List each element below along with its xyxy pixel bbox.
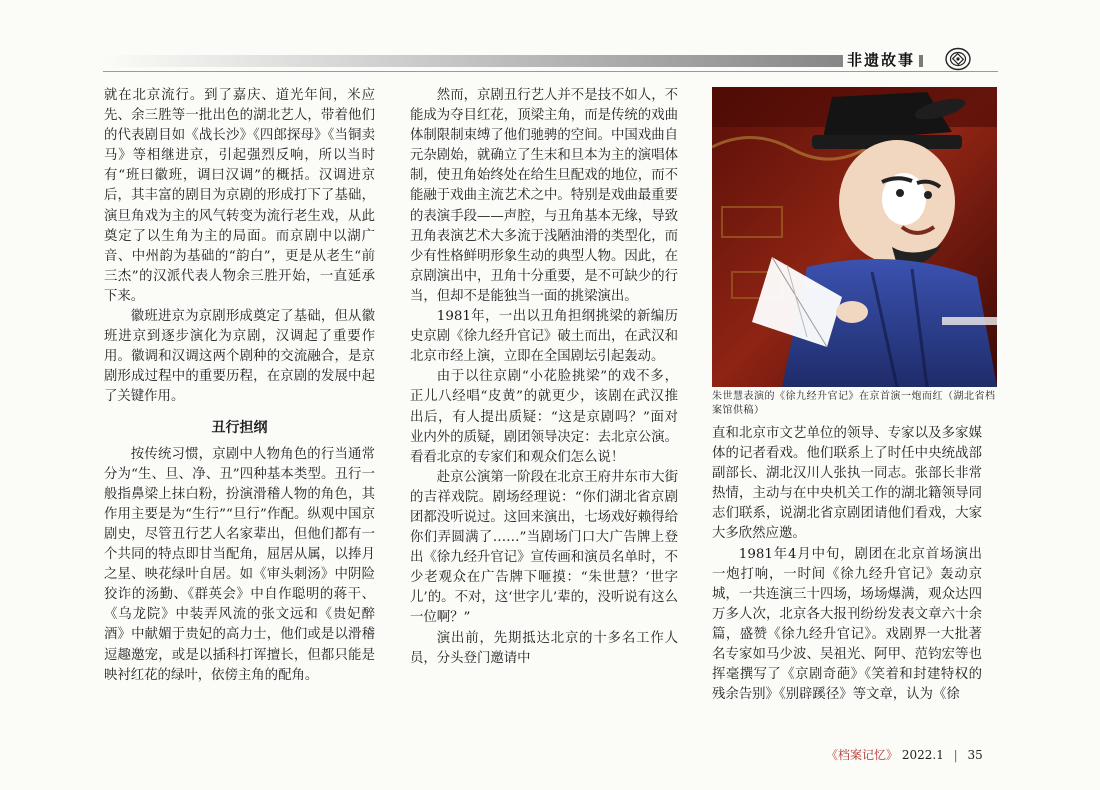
text-column-left — [104, 86, 375, 686]
header-gradient-bar — [103, 55, 923, 67]
issue-number: 2022.1 — [901, 748, 944, 762]
paragraph: 1981年4月中旬，剧团在北京首场演出一炮打响，一时间《徐九经升官记》轰动京城，一共连演三十四场，场场爆满，观众达四万多人次，北京各大报刊纷纷发表文章六十余篇，盛赞《徐九经升官记》。戏剧界一大批著名专家如马少波、吴祖光、阿甲、范钧宏等也挥毫撰写了《京剧奇葩》《笑着和封建特权的残余告别》《别辟蹊径》等文章，认为《徐 — [712, 546, 982, 703]
text-column-right — [712, 424, 982, 705]
page-footer — [826, 746, 983, 763]
paragraph: 就在北京流行。到了嘉庆、道光年间，米应先、余三胜等一批出色的湖北艺人，带着他们的代表剧目如《战长沙》《四郎探母》《当铜卖马》等相继进京，引起强烈反响，所以当时有“班曰徽班，调曰汉调”的概括。汉调进京后，其丰富的剧目为京剧的形成打下了基础，演旦角戏为主的风气转变为流行老生戏，从此奠定了以生角为主的局面。而京剧中以湖广音、中州韵为基础的“韵白”，更是从老生“前三杰”的汉派代表人物余三胜开始，一直延承下来。 — [104, 88, 375, 304]
paragraph: 演出前，先期抵达北京的十多名工作人员，分头登门邀请中 — [410, 630, 678, 666]
header-rule — [103, 71, 998, 72]
paragraph: 赴京公演第一阶段在北京王府井东市大街的吉祥戏院。剧场经理说：“你们湖北省京剧团都没听说过。这回来演出，七场戏好赖得给你们弄圆满了……”当剧场门口大广告牌上登出《徐九经升官记》宣传画和演员名单时，不少老观众在广告牌下咂摸：“朱世慧？‘世字儿’的。不对，这‘世字儿’辈的，没听说有这么一位啊？” — [410, 469, 678, 626]
performance-photo — [712, 87, 997, 387]
section-title: 非遗故事 — [843, 49, 919, 70]
ornamental-knot-icon — [945, 47, 971, 71]
footer-separator: | — [953, 748, 958, 762]
peking-opera-actor-illustration — [712, 87, 997, 387]
photo-caption: 朱世慧表演的《徐九经升官记》在京首演一炮而红（湖北省档案馆供稿） — [712, 391, 996, 416]
paragraph: 由于以往京剧“小花脸挑梁”的戏不多，正儿八经唱“皮黄”的就更少，该剧在武汉推出后，有人提出质疑：“这是京剧吗？”面对业内外的质疑，剧团领导决定：去北京公演。看看北京的专家们和观众们怎么说！ — [410, 369, 678, 465]
paragraph: 然而，京剧丑行艺人并不是技不如人，不能成为夺目红花，顶梁主角，而是传统的戏曲体制限制束缚了他们驰骋的空间。中国戏曲自元杂剧始，就确立了生末和旦本为主的演唱体制，使丑角始终处在给生旦配戏的地位，而不能融于戏曲主流艺术之中。特别是戏曲最重要的表演手段——声腔，与丑角基本无缘，导致丑角表演艺术大多流于浅陋油滑的类型化，而少有性格鲜明形象生动的典型人物。因此，在京剧演出中，丑角十分重要，是不可缺少的行当，但却不是能独当一面的挑梁演出。 — [410, 88, 678, 304]
paragraph: 徽班进京为京剧形成奠定了基础，但从徽班进京到逐步演化为京剧，汉调起了重要作用。徽调和汉调这两个剧种的交流融合，是京剧形成过程中的重要历程，在京剧的发展中起了关键作用。 — [104, 309, 375, 405]
paragraph: 直和北京市文艺单位的领导、专家以及多家媒体的记者看戏。他们联系上了时任中央统战部副部长、湖北汉川人张执一同志。张部长非常热情，主动与在中央机关工作的湖北籍领导同志们联系，说湖北省京剧团请他们看戏，大家大多欣然应邀。 — [712, 426, 982, 542]
section-subheading: 丑行担纲 — [211, 419, 268, 436]
page-number: 35 — [967, 748, 983, 762]
paragraph: 1981年，一出以丑角担纲挑梁的新编历史京剧《徐九经升官记》破土而出，在武汉和北京市经上演，立即在全国剧坛引起轰动。 — [410, 309, 678, 365]
text-column-middle — [410, 86, 678, 669]
paragraph: 按传统习惯，京剧中人物角色的行当通常分为“生、旦、净、丑”四种基本类型。丑行一般指鼻梁上抹白粉，扮演滑稽人物的角色，其作用主要是为“生行”“旦行”作配。纵观中国京剧史，尽管丑行艺人名家辈出，但他们都有一个共同的特点即甘当配角，屈居从属，以捧月之星、映花绿叶自居。如《审头刺汤》中阴险狡诈的汤勤、《群英会》中自作聪明的蒋干、《乌龙院》中装弄风流的张文远和《贵妃醉酒》中献媚于贵妃的高力士，他们或是以滑稽逗趣邀宠，或是以插科打诨擅长，但都只能是映衬红花的绿叶，依傍主角的配角。 — [104, 446, 375, 683]
journal-name: 《档案记忆》 — [826, 748, 899, 762]
